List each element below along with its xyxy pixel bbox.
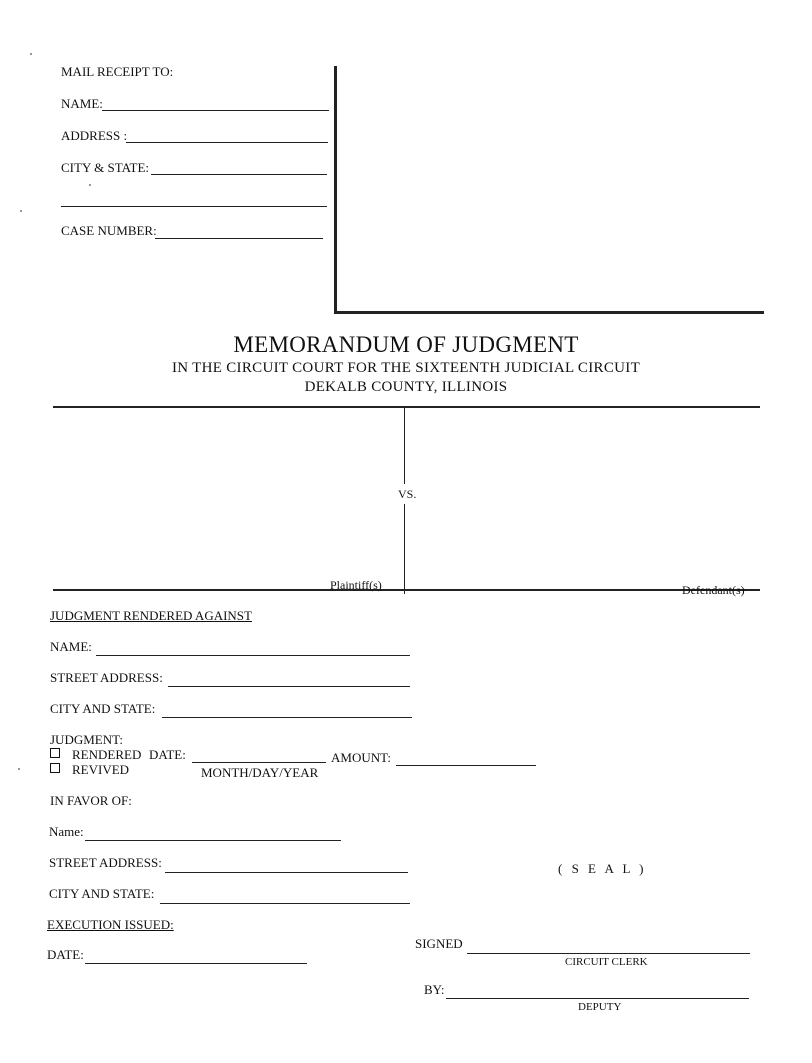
amount-label: AMOUNT: <box>331 750 392 765</box>
against-name-label: NAME: <box>50 639 92 654</box>
rendered-label: RENDERED <box>72 747 142 762</box>
page-title: MEMORANDUM OF JUDGMENT <box>233 332 579 357</box>
scan-speck <box>89 184 91 186</box>
against-city-state-field[interactable] <box>162 717 412 718</box>
seal-placeholder: ( S E A L ) <box>558 861 647 876</box>
plaintiff-name-field[interactable] <box>55 420 395 570</box>
rendered-checkbox[interactable] <box>50 748 60 758</box>
favor-name-field[interactable] <box>85 840 341 841</box>
caption-top-rule <box>53 406 760 408</box>
mail-name-field[interactable] <box>102 110 329 111</box>
against-street-field[interactable] <box>168 686 410 687</box>
scan-speck <box>20 210 22 212</box>
against-name-field[interactable] <box>96 655 410 656</box>
mail-address-label: ADDRESS : <box>61 128 128 143</box>
scan-speck <box>30 53 32 55</box>
defendant-label: Defendant(s) <box>682 583 745 597</box>
court-subtitle: IN THE CIRCUIT COURT FOR THE SIXTEENTH JUDICIAL CIRCUIT <box>171 360 641 376</box>
deputy-caption: DEPUTY <box>578 1001 622 1013</box>
mail-extra-line-field[interactable] <box>61 206 327 207</box>
caption-divider-upper <box>404 408 405 484</box>
date-format-hint: MONTH/DAY/YEAR <box>201 765 319 780</box>
execution-date-field[interactable] <box>85 963 307 964</box>
recording-box-left-edge <box>334 66 337 312</box>
judgment-against-heading: JUDGMENT RENDERED AGAINST <box>50 608 252 623</box>
rendered-option[interactable] <box>50 747 141 763</box>
versus-label: VS. <box>398 487 417 501</box>
favor-name-label: Name: <box>49 824 84 839</box>
judgment-amount-field[interactable] <box>396 765 536 766</box>
against-street-label: STREET ADDRESS: <box>50 670 163 685</box>
mail-case-number-label: CASE NUMBER: <box>61 223 157 238</box>
plaintiff-label: Plaintiff(s) <box>330 578 382 592</box>
judgment-date-field[interactable] <box>192 762 326 763</box>
caption-divider-lower <box>404 504 405 594</box>
scan-speck <box>18 768 20 770</box>
revived-option[interactable] <box>50 762 129 778</box>
date-label: DATE: <box>149 747 186 762</box>
mail-case-number-field[interactable] <box>155 238 323 239</box>
mail-address-field[interactable] <box>126 142 328 143</box>
execution-heading: EXECUTION ISSUED: <box>47 917 174 932</box>
mail-city-state-field[interactable] <box>151 174 327 175</box>
mail-receipt-heading: MAIL RECEIPT TO: <box>61 64 174 79</box>
recording-box-bottom-edge <box>334 311 764 314</box>
deputy-signature-field[interactable] <box>446 998 749 999</box>
clerk-signature-field[interactable] <box>467 953 750 954</box>
defendant-name-field[interactable] <box>414 420 754 570</box>
judgment-heading: JUDGMENT: <box>50 732 124 747</box>
favor-heading: IN FAVOR OF: <box>50 793 132 808</box>
favor-city-state-label: CITY AND STATE: <box>49 886 155 901</box>
execution-date-label: DATE: <box>47 947 84 962</box>
favor-street-label: STREET ADDRESS: <box>49 855 162 870</box>
favor-city-state-field[interactable] <box>160 903 410 904</box>
mail-city-state-label: CITY & STATE: <box>61 160 150 175</box>
county-subtitle: DEKALB COUNTY, ILLINOIS <box>304 379 508 395</box>
mail-name-label: NAME: <box>61 96 103 111</box>
favor-street-field[interactable] <box>165 872 408 873</box>
revived-label: REVIVED <box>72 762 130 777</box>
against-city-state-label: CITY AND STATE: <box>50 701 156 716</box>
by-label: BY: <box>424 982 445 997</box>
revived-checkbox[interactable] <box>50 763 60 773</box>
signed-label: SIGNED <box>415 936 463 951</box>
caption-bottom-rule <box>53 589 760 591</box>
circuit-clerk-caption: CIRCUIT CLERK <box>565 956 648 968</box>
